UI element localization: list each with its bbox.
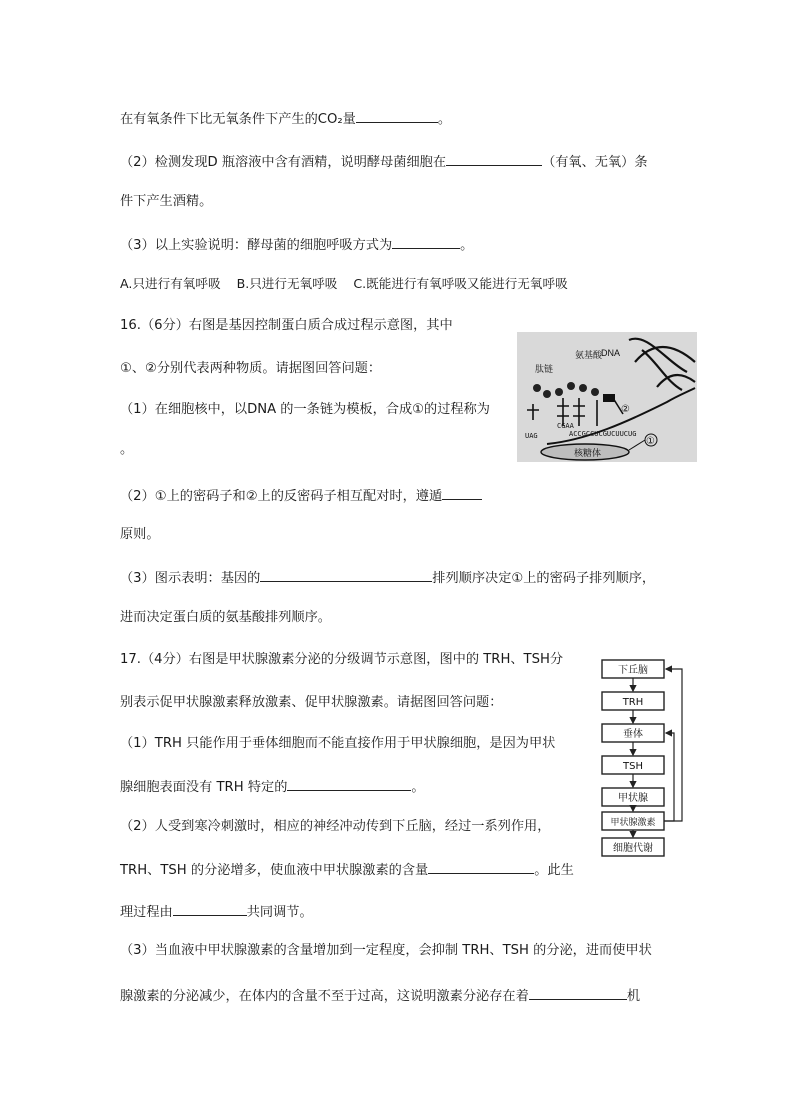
q16-sub3-text: （3）图示表明：基因的: [120, 571, 261, 586]
hormone-flowchart: [596, 656, 688, 862]
q16-stem-2: [120, 360, 381, 378]
q16-sub2-cont: [120, 526, 160, 544]
q17-sub2-cont2: [120, 901, 313, 922]
q17-stem-text: 17.（4分）右图是甲状腺激素分泌的分级调节示意图，图中的 TRH、TSH分: [120, 652, 564, 667]
answer-blank[interactable]: [173, 901, 247, 916]
flow-node-cell-metabolism: 细胞代谢: [613, 843, 653, 854]
q15-sub2-cont: [120, 193, 212, 211]
q17-sub3-cont: [120, 985, 640, 1006]
gene-expression-figure-svg: [517, 332, 697, 462]
period: 。: [120, 442, 134, 457]
answer-blank[interactable]: [446, 151, 542, 166]
flow-node-thyroid: 甲状腺: [618, 793, 648, 804]
label-codon: UAG: [525, 432, 538, 440]
gene-expression-figure: [517, 332, 697, 462]
q17-stem-text-2: 别表示促甲状腺激素释放激素、促甲状腺激素。请据图回答问题：: [120, 695, 503, 710]
q17-sub2-text-c: 。此生: [534, 863, 574, 878]
flow-node-pituitary: 垂体: [623, 729, 643, 740]
period: 。: [411, 780, 425, 795]
answer-blank[interactable]: [428, 859, 534, 874]
q15-sub3: [120, 234, 473, 255]
q16-sub1-end: [120, 441, 133, 459]
q17-sub2-text-b: TRH、TSH 的分泌增多，使血液中甲状腺激素的含量: [120, 863, 429, 878]
q16-sub3: [120, 567, 655, 588]
q17-sub2-cont: [120, 859, 574, 880]
answer-blank[interactable]: [260, 567, 432, 582]
label-dna: DNA: [601, 348, 621, 358]
q15-line1-text: 在有氧条件下比无氧条件下产生的CO₂量: [120, 112, 356, 127]
q17-sub2-text-d: 理过程由: [120, 905, 173, 920]
q16-sub1: [120, 401, 490, 419]
flow-node-hypothalamus: 下丘脑: [618, 665, 648, 676]
q17-sub2-text: （2）人受到寒冷刺激时，相应的神经冲动传到下丘脑，经过一系列作用，: [120, 819, 551, 834]
q15-line1: [120, 108, 451, 129]
flow-node-thyroid-hormone: 甲状腺激素: [610, 818, 656, 828]
answer-blank[interactable]: [442, 485, 482, 500]
label-anticodon: CGAA: [557, 422, 574, 430]
q16-sub2: [120, 485, 482, 506]
hormone-flowchart-svg: [596, 656, 688, 862]
q16-sub3-cont: [120, 609, 331, 627]
q17-sub1-cont: [120, 776, 425, 797]
q15-sub2-text-c: 件下产生酒精。: [120, 194, 213, 209]
label-ribosome: 核糖体: [574, 449, 602, 459]
q16-sub2-text-b: 原则。: [120, 527, 160, 542]
flow-node-trh: TRH: [622, 697, 644, 708]
q15-sub2-text: （2）检测发现D 瓶溶液中含有酒精，说明酵母菌细胞在: [120, 155, 447, 170]
flow-node-tsh: TSH: [623, 761, 643, 772]
q17-sub1: [120, 735, 555, 753]
period: 。: [460, 238, 474, 253]
answer-blank[interactable]: [392, 234, 460, 249]
q17-sub2-text-e: 共同调节。: [246, 905, 313, 920]
q16-stem-1: [120, 317, 453, 335]
q15-sub2-text-b: （有氧、无氧）条: [542, 155, 648, 170]
q17-sub3-text-c: 机: [626, 989, 640, 1004]
q17-sub3: [120, 942, 652, 960]
q15-sub2: [120, 151, 648, 172]
q17-stem-1: [120, 651, 563, 669]
amino-acid-block: [603, 394, 615, 402]
q17-stem-2: [120, 694, 502, 712]
q15-sub3-text: （3）以上实验说明：酵母菌的细胞呼吸方式为: [120, 238, 393, 253]
period: 。: [437, 112, 452, 127]
q15-options-text: A.只进行有氧呼吸 B.只进行无氧呼吸 C.既能进行有氧呼吸又能进行无氧呼吸: [120, 276, 568, 291]
label-mrna-sequence: ACCGCCUCGUCUUCUG: [569, 430, 637, 438]
q16-sub3-text-c: 进而决定蛋白质的氨基酸排列顺序。: [120, 610, 331, 625]
q15-options: [120, 275, 568, 293]
q17-sub1-text-b: 腺细胞表面没有 TRH 特定的: [120, 780, 288, 795]
answer-blank[interactable]: [287, 776, 411, 791]
q17-sub3-text-b: 腺激素的分泌减少，在体内的含量不至于过高，这说明激素分泌存在着: [120, 989, 529, 1004]
answer-blank[interactable]: [529, 985, 627, 1000]
q16-sub1-text: （1）在细胞核中，以DNA 的一条链为模板，合成①的过程称为: [120, 402, 490, 417]
label-amino-acid: 氨基酸: [575, 351, 603, 361]
q17-sub3-text: （3）当血液中甲状腺激素的含量增加到一定程度，会抑制 TRH、TSH 的分泌，进而使甲状: [120, 943, 652, 958]
label-peptide: 肽链: [535, 365, 554, 375]
q17-sub2: [120, 818, 550, 836]
q16-sub2-text: （2）①上的密码子和②上的反密码子相互配对时，遵遁: [120, 489, 443, 504]
q16-stem-text: 16.（6分）右图是基因控制蛋白质合成过程示意图，其中: [120, 318, 453, 333]
q17-sub1-text: （1）TRH 只能作用于垂体细胞而不能直接作用于甲状腺细胞，是因为甲状: [120, 736, 556, 751]
q16-sub3-text-b: 排列顺序决定①上的密码子排列顺序，: [432, 571, 656, 586]
answer-blank[interactable]: [356, 108, 438, 123]
label-one: ①: [646, 436, 655, 447]
label-two: ②: [621, 404, 630, 415]
q16-stem-text-2: ①、②分别代表两种物质。请据图回答问题：: [120, 361, 382, 376]
